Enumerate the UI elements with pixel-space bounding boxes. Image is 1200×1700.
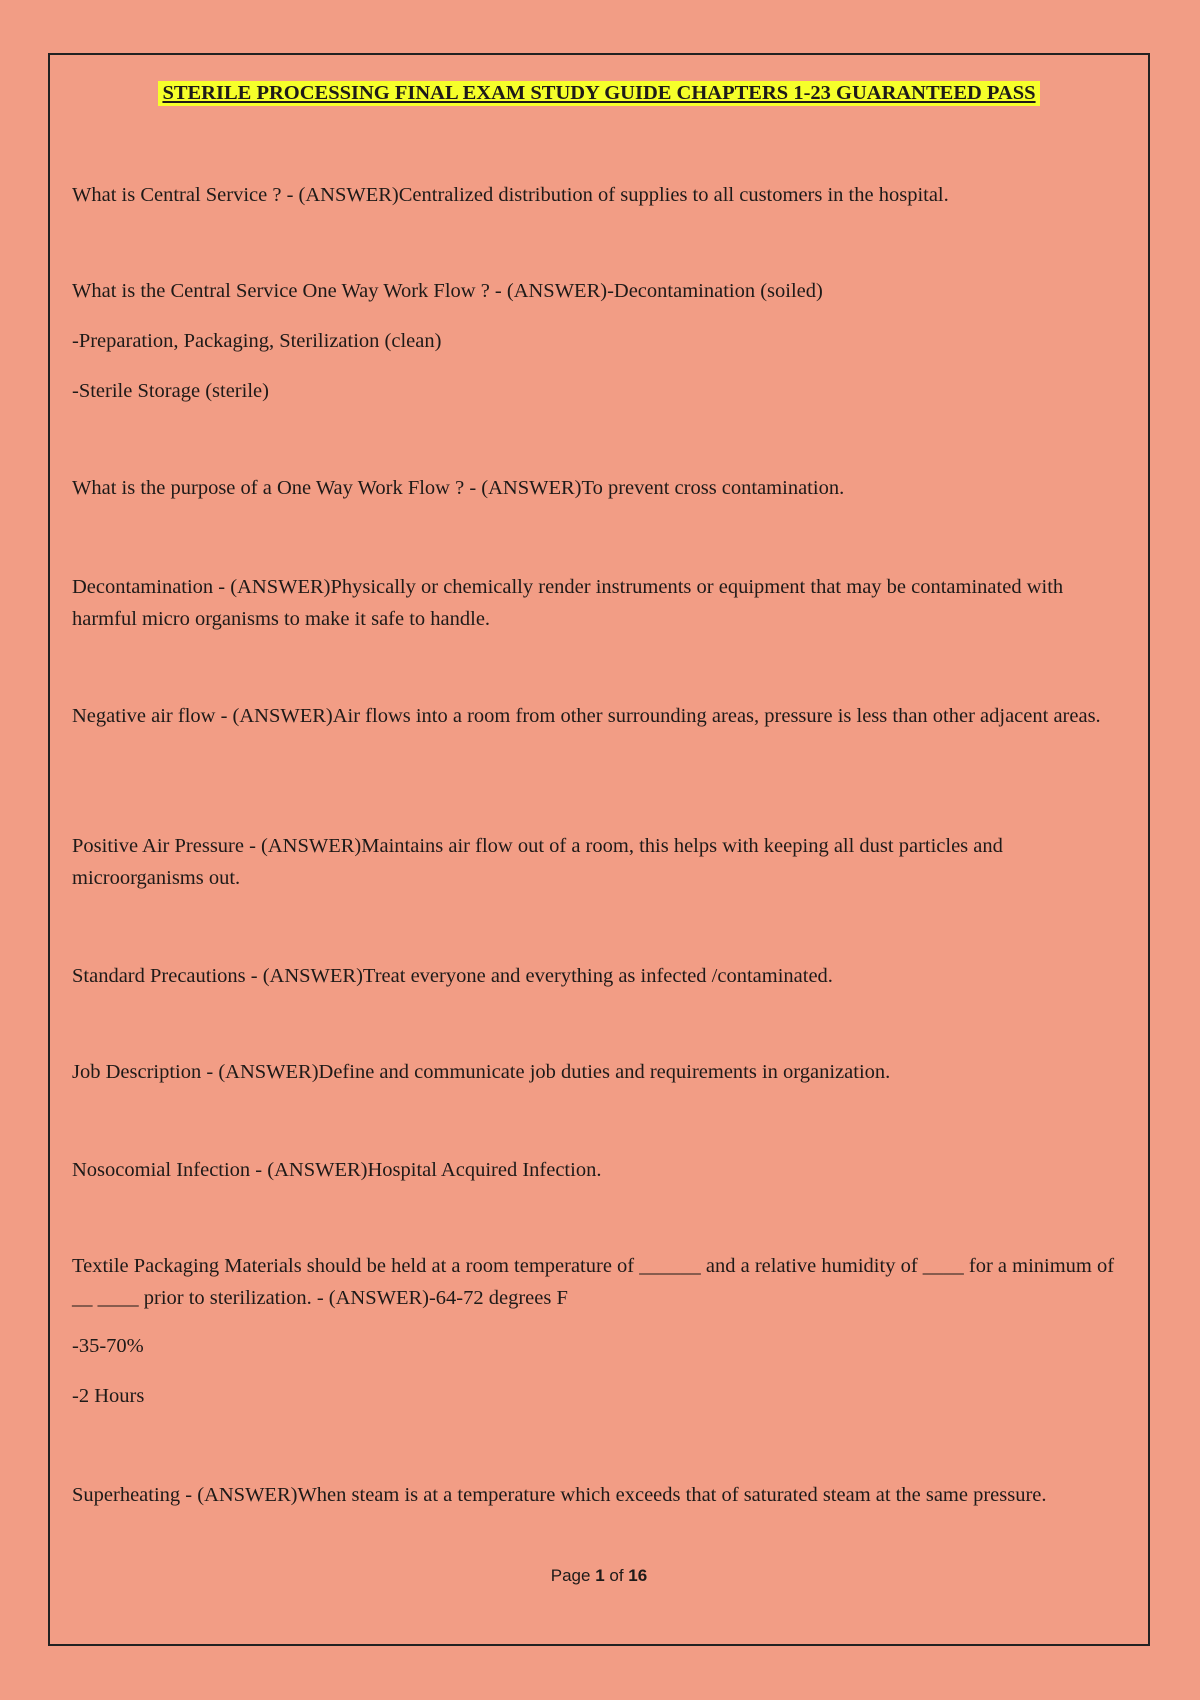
entry-textile-packaging: Textile Packaging Materials should be held at a room temperature of ______ and a relative humidity of ____ for a minimum of __ ____ prior to sterilization. - (ANSWER)-64-72 degrees F [72, 1255, 1115, 1309]
page-current: 1 [595, 1566, 605, 1585]
page-label: Page [550, 1566, 596, 1585]
entry-textile-packaging-humidity: -35-70% [72, 1335, 144, 1357]
entry-work-flow-line-1: What is the Central Service One Way Work Flow ? - (ANSWER)-Decontamination (soiled) [72, 280, 823, 302]
entry-work-flow-line-3: -Sterile Storage (sterile) [72, 380, 269, 402]
entry-job-description: Job Description - (ANSWER)Define and communicate job duties and requirements in organization. [72, 1061, 891, 1083]
title-wrap [50, 81, 1148, 106]
page-total: 16 [628, 1566, 648, 1585]
entry-negative-air-flow: Negative air flow - (ANSWER)Air flows into a room from other surrounding areas, pressure is less than other adjacent areas. [72, 705, 1101, 727]
entry-central-service: What is Central Service ? - (ANSWER)Centralized distribution of supplies to all customers in the hospital. [72, 184, 949, 206]
entry-standard-precautions: Standard Precautions - (ANSWER)Treat everyone and everything as infected /contaminated. [72, 965, 833, 987]
document-title: STERILE PROCESSING FINAL EXAM STUDY GUIDE CHAPTERS 1-23 GUARANTEED PASS [158, 81, 1039, 106]
entry-nosocomial-infection: Nosocomial Infection - (ANSWER)Hospital Acquired Infection. [72, 1159, 602, 1181]
entry-decontamination: Decontamination - (ANSWER)Physically or chemically render instruments or equipment that may be contaminated with harmful micro organisms to make it safe to handle. [72, 576, 1064, 630]
page-footer [50, 1566, 1148, 1586]
page-frame [48, 53, 1150, 1646]
entry-work-flow-purpose: What is the purpose of a One Way Work Flow ? - (ANSWER)To prevent cross contamination. [72, 477, 845, 499]
entry-textile-packaging-time: -2 Hours [72, 1385, 145, 1407]
entry-positive-air-pressure: Positive Air Pressure - (ANSWER)Maintains air flow out of a room, this helps with keeping all dust particles and microorganisms out. [72, 835, 1003, 889]
entry-superheating: Superheating - (ANSWER)When steam is at a temperature which exceeds that of saturated steam at the same pressure. [72, 1484, 1047, 1506]
page-of-label: of [604, 1566, 629, 1585]
entry-work-flow-line-2: -Preparation, Packaging, Sterilization (clean) [72, 330, 442, 352]
